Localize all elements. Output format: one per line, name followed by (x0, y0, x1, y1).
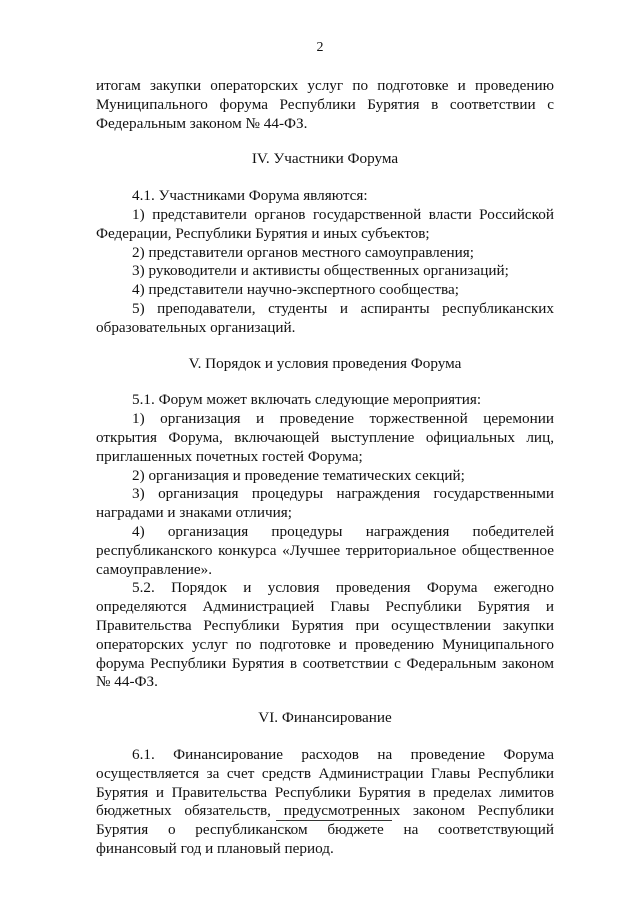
paragraph: 4.1. Участниками Форума являются: (132, 187, 368, 205)
list-item: 4) организация процедуры награждения победителей республиканского конкурса «Лучшее территориальное общественное самоуправление». (96, 522, 554, 578)
list-item: 5) преподаватели, студенты и аспиранты республиканских образовательных организаций. (96, 299, 554, 336)
list-item: 3) руководители и активисты общественных организаций; (132, 262, 509, 280)
paragraph: 5.1. Форум может включать следующие мероприятия: (132, 391, 482, 409)
page-number: 2 (316, 40, 324, 55)
spacer (96, 692, 554, 709)
list-item: 1) представители органов государственной власти Российской Федерации, Республики Бурятия и иных субъектов; (96, 205, 554, 242)
list-item: 3) организация процедуры награждения государственными наградами и знаками отличия; (96, 485, 554, 522)
intro-paragraph: итогам закупки операторских услуг по подготовке и проведению Муниципального форума Республики Бурятия в соответствии с Федеральным законом № 44-ФЗ. (96, 77, 554, 132)
section-procedure (96, 391, 554, 692)
spacer (96, 338, 554, 355)
list-item: 1) организация и проведение торжественной церемонии открытия Форума, включающей выступление официальных лиц, приглашенных почетных гостей Форума; (96, 410, 554, 465)
section-financing (96, 746, 554, 859)
spacer (96, 169, 554, 187)
paragraph: 5.2. Порядок и условия проведения Форума ежегодно определяются Администрацией Главы Республики Бурятия и Правительства Республики Бурятия при осуществлении закупки операторских услуг по подготовке и проведению Муниципального форума Республики Бурятия в соответствии с Федеральным законом № 44-ФЗ. (96, 579, 554, 691)
list-item: 2) представители органов местного самоуправления; (132, 243, 474, 261)
section-heading-procedure: V. Порядок и условия проведения Форума (188, 354, 462, 372)
section-heading-participants: IV. Участники Форума (251, 150, 399, 168)
document-body (96, 77, 554, 859)
spacer (96, 373, 554, 391)
section-participants (96, 187, 554, 337)
end-of-document-rule (276, 820, 392, 821)
section-heading-financing: VI. Финансирование (258, 709, 392, 727)
paragraph: 6.1. Финансирование расходов на проведение Форума осуществляется за счет средств Администрации Главы Республики Бурятия и Правительства Республики Бурятия в пределах лимитов бюджетных обязательств, предусмотренных законом Республики Бурятия о республиканском бюджете на соответствующий финансовый год и плановый период. (96, 745, 554, 857)
list-item: 4) представители научно-экспертного сообщества; (132, 281, 459, 299)
spacer (96, 728, 554, 746)
list-item: 2) организация и проведение тематических секций; (132, 466, 465, 484)
spacer (96, 133, 554, 150)
